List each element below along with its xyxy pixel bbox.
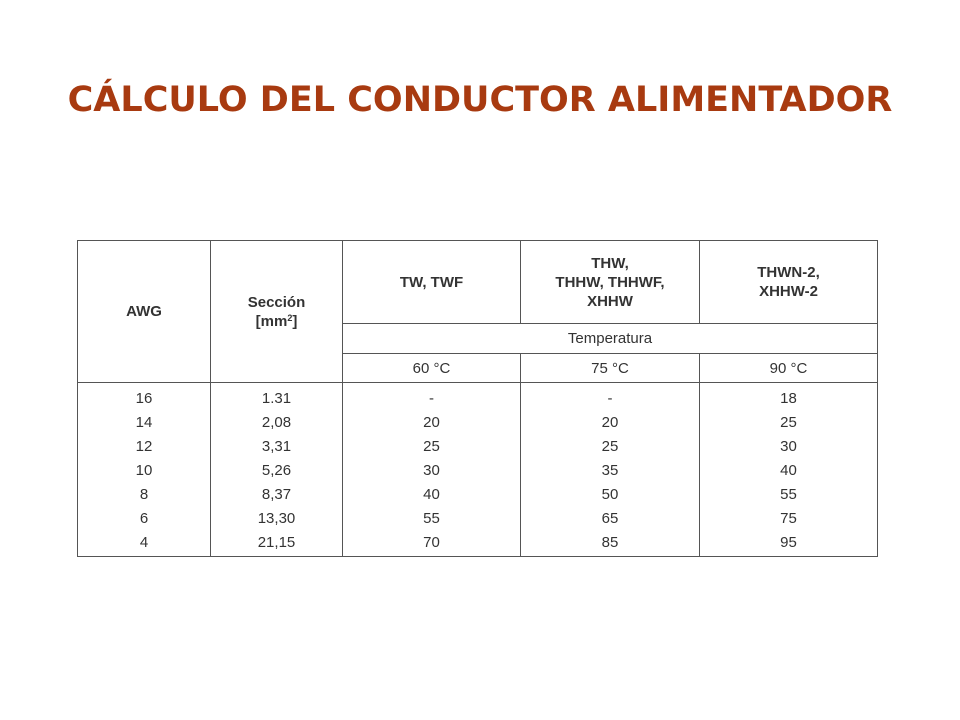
column-awg [78,383,211,557]
header-thwn-line1: THWN-2, [757,264,820,281]
cell-tw-twf: 70 [423,534,440,551]
cell-thwn: 75 [780,510,797,527]
header-thw-line2: THHW, THHWF, [555,273,665,291]
column-tw-twf [343,383,521,557]
cell-seccion: 8,37 [261,486,292,503]
column-seccion [211,383,343,557]
cell-seccion: 3,31 [261,438,292,455]
header-seccion [211,241,343,383]
header-temp-60: 60 °C [343,354,521,383]
header-temp-75: 75 °C [521,354,700,383]
cell-awg: 8 [139,486,149,503]
cell-thw: 20 [601,414,619,431]
cell-thw: - [607,390,613,407]
cell-thw: 25 [601,438,619,455]
cell-awg: 12 [135,438,153,455]
header-temp-90: 90 °C [700,354,878,383]
cell-seccion: 5,26 [261,462,292,479]
header-awg: AWG [78,241,211,383]
cell-tw-twf: 55 [423,510,440,527]
cell-thwn: 40 [780,462,797,479]
column-thw [521,383,700,557]
cell-tw-twf: 30 [423,462,440,479]
cell-seccion: 1.31 [261,390,292,407]
cell-tw-twf: 25 [423,438,440,455]
cell-tw-twf: 40 [423,486,440,503]
cell-awg: 6 [139,510,149,527]
cell-awg: 4 [139,534,149,551]
cell-tw-twf: - [429,390,434,407]
cell-thwn: 30 [780,438,797,455]
cell-thwn: 55 [780,486,797,503]
cell-thw: 35 [601,462,619,479]
header-seccion-unit-pre: [mm [255,312,288,330]
cell-thwn: 18 [780,390,797,407]
header-seccion-label: Sección [247,293,306,311]
ampacity-table [77,240,878,557]
header-seccion-unit-sup: 2 [287,312,293,323]
cell-awg: 10 [135,462,153,479]
header-temperatura: Temperatura [343,324,878,354]
ampacity-table-container [77,240,877,557]
header-seccion-unit-post: ] [292,312,298,330]
column-thwn [700,383,878,557]
cell-thwn: 95 [780,534,797,551]
header-thw-line3: XHHW [587,292,633,310]
header-thw [521,241,700,324]
header-thwn [700,241,878,324]
slide-title: CÁLCULO DEL CONDUCTOR ALIMENTADOR [67,80,893,120]
cell-seccion: 13,30 [257,510,296,527]
cell-awg: 16 [135,390,153,407]
cell-thw: 85 [601,534,619,551]
cell-thwn: 25 [780,414,797,431]
header-thwn-line2: XHHW-2 [759,283,818,300]
cell-awg: 14 [135,414,153,431]
cell-thw: 65 [601,510,619,527]
cell-seccion: 2,08 [261,414,292,431]
header-tw-twf: TW, TWF [343,241,521,324]
cell-seccion: 21,15 [257,534,296,551]
cell-tw-twf: 20 [423,414,440,431]
header-thw-line1: THW, [591,254,629,272]
cell-thw: 50 [601,486,619,503]
